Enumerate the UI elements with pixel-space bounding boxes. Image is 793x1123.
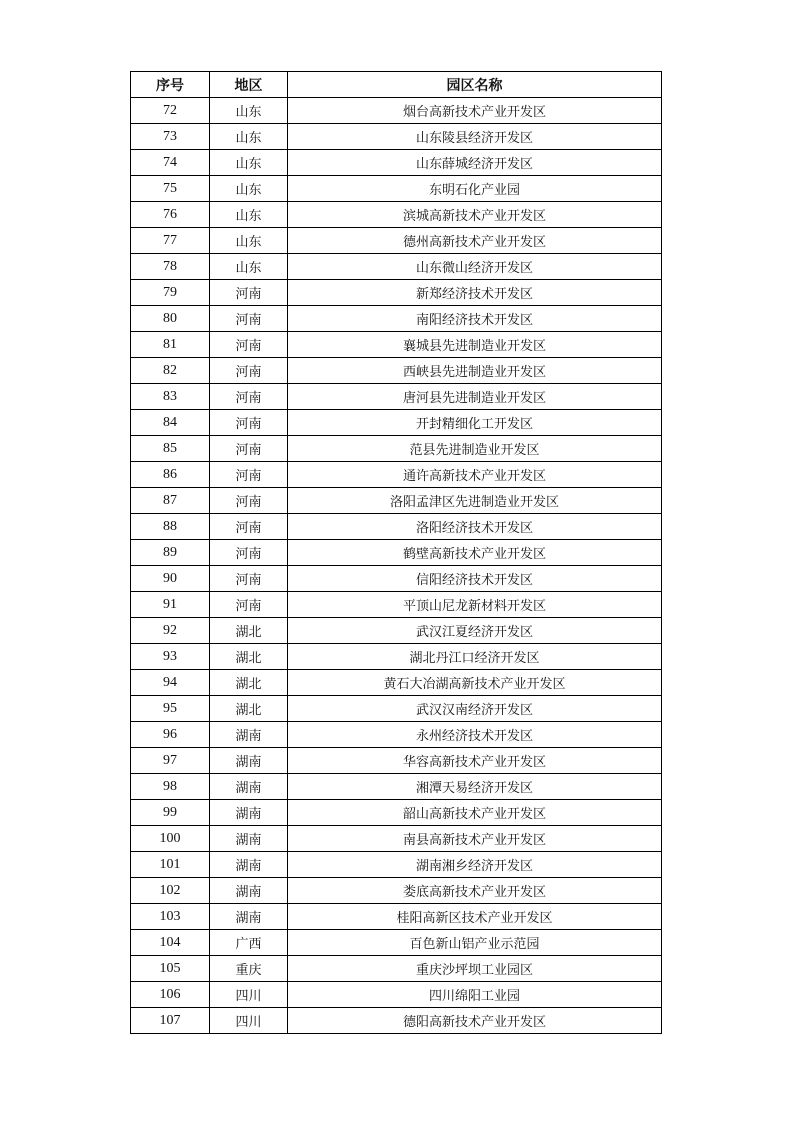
table-body xyxy=(131,98,662,1034)
cell-park-name: 东明石化产业园 xyxy=(288,176,662,202)
cell-region: 河南 xyxy=(210,566,288,592)
cell-park-name: 华容高新技术产业开发区 xyxy=(288,748,662,774)
cell-region: 河南 xyxy=(210,592,288,618)
table-row xyxy=(131,98,662,124)
cell-seq: 103 xyxy=(131,904,210,930)
cell-region: 河南 xyxy=(210,410,288,436)
cell-region: 广西 xyxy=(210,930,288,956)
cell-region: 山东 xyxy=(210,254,288,280)
cell-park-name: 娄底高新技术产业开发区 xyxy=(288,878,662,904)
cell-region: 湖北 xyxy=(210,644,288,670)
cell-park-name: 黄石大冶湖高新技术产业开发区 xyxy=(288,670,662,696)
cell-region: 湖南 xyxy=(210,774,288,800)
cell-region: 山东 xyxy=(210,202,288,228)
cell-seq: 104 xyxy=(131,930,210,956)
cell-park-name: 德阳高新技术产业开发区 xyxy=(288,1008,662,1034)
cell-park-name: 平顶山尼龙新材料开发区 xyxy=(288,592,662,618)
cell-seq: 75 xyxy=(131,176,210,202)
cell-seq: 85 xyxy=(131,436,210,462)
table-row xyxy=(131,566,662,592)
cell-seq: 74 xyxy=(131,150,210,176)
cell-park-name: 西峡县先进制造业开发区 xyxy=(288,358,662,384)
table-row xyxy=(131,930,662,956)
cell-park-name: 百色新山铝产业示范园 xyxy=(288,930,662,956)
table-row xyxy=(131,1008,662,1034)
cell-park-name: 湘潭天易经济开发区 xyxy=(288,774,662,800)
table-row xyxy=(131,852,662,878)
cell-park-name: 信阳经济技术开发区 xyxy=(288,566,662,592)
cell-region: 湖南 xyxy=(210,800,288,826)
table-row xyxy=(131,618,662,644)
cell-seq: 91 xyxy=(131,592,210,618)
cell-region: 湖南 xyxy=(210,852,288,878)
cell-seq: 106 xyxy=(131,982,210,1008)
cell-park-name: 洛阳孟津区先进制造业开发区 xyxy=(288,488,662,514)
table-row xyxy=(131,488,662,514)
cell-seq: 96 xyxy=(131,722,210,748)
cell-seq: 102 xyxy=(131,878,210,904)
table-row xyxy=(131,826,662,852)
cell-region: 山东 xyxy=(210,176,288,202)
cell-region: 湖南 xyxy=(210,904,288,930)
cell-park-name: 重庆沙坪坝工业园区 xyxy=(288,956,662,982)
cell-park-name: 山东微山经济开发区 xyxy=(288,254,662,280)
cell-seq: 82 xyxy=(131,358,210,384)
table-row xyxy=(131,358,662,384)
cell-region: 河南 xyxy=(210,306,288,332)
table-row xyxy=(131,202,662,228)
cell-seq: 98 xyxy=(131,774,210,800)
table-row xyxy=(131,722,662,748)
cell-seq: 81 xyxy=(131,332,210,358)
cell-region: 河南 xyxy=(210,384,288,410)
cell-park-name: 唐河县先进制造业开发区 xyxy=(288,384,662,410)
cell-seq: 86 xyxy=(131,462,210,488)
cell-region: 河南 xyxy=(210,436,288,462)
table-row xyxy=(131,800,662,826)
table-row xyxy=(131,592,662,618)
cell-region: 河南 xyxy=(210,488,288,514)
table-row xyxy=(131,436,662,462)
cell-region: 山东 xyxy=(210,150,288,176)
table-row xyxy=(131,150,662,176)
table-row xyxy=(131,696,662,722)
table-row xyxy=(131,280,662,306)
cell-region: 湖北 xyxy=(210,696,288,722)
table-row xyxy=(131,956,662,982)
cell-seq: 105 xyxy=(131,956,210,982)
table-row xyxy=(131,384,662,410)
header-park-name: 园区名称 xyxy=(288,72,662,98)
cell-region: 湖南 xyxy=(210,722,288,748)
cell-seq: 97 xyxy=(131,748,210,774)
table-header-row xyxy=(131,72,662,98)
cell-region: 山东 xyxy=(210,124,288,150)
cell-seq: 78 xyxy=(131,254,210,280)
cell-park-name: 通许高新技术产业开发区 xyxy=(288,462,662,488)
header-region: 地区 xyxy=(210,72,288,98)
cell-park-name: 永州经济技术开发区 xyxy=(288,722,662,748)
cell-seq: 76 xyxy=(131,202,210,228)
cell-seq: 80 xyxy=(131,306,210,332)
cell-seq: 88 xyxy=(131,514,210,540)
cell-park-name: 南阳经济技术开发区 xyxy=(288,306,662,332)
table-row xyxy=(131,878,662,904)
cell-park-name: 南县高新技术产业开发区 xyxy=(288,826,662,852)
cell-park-name: 武汉汉南经济开发区 xyxy=(288,696,662,722)
cell-seq: 73 xyxy=(131,124,210,150)
cell-seq: 99 xyxy=(131,800,210,826)
table-row xyxy=(131,514,662,540)
table-row xyxy=(131,228,662,254)
cell-park-name: 滨城高新技术产业开发区 xyxy=(288,202,662,228)
cell-region: 重庆 xyxy=(210,956,288,982)
cell-region: 河南 xyxy=(210,462,288,488)
table-row xyxy=(131,332,662,358)
cell-park-name: 烟台高新技术产业开发区 xyxy=(288,98,662,124)
cell-region: 四川 xyxy=(210,1008,288,1034)
cell-park-name: 武汉江夏经济开发区 xyxy=(288,618,662,644)
cell-park-name: 洛阳经济技术开发区 xyxy=(288,514,662,540)
cell-seq: 92 xyxy=(131,618,210,644)
cell-park-name: 湖北丹江口经济开发区 xyxy=(288,644,662,670)
cell-region: 河南 xyxy=(210,280,288,306)
table-row xyxy=(131,670,662,696)
cell-region: 河南 xyxy=(210,540,288,566)
cell-seq: 90 xyxy=(131,566,210,592)
table-row xyxy=(131,176,662,202)
cell-region: 湖南 xyxy=(210,826,288,852)
cell-seq: 100 xyxy=(131,826,210,852)
cell-park-name: 桂阳高新区技术产业开发区 xyxy=(288,904,662,930)
cell-park-name: 新郑经济技术开发区 xyxy=(288,280,662,306)
cell-region: 河南 xyxy=(210,514,288,540)
cell-seq: 95 xyxy=(131,696,210,722)
cell-seq: 72 xyxy=(131,98,210,124)
table-row xyxy=(131,982,662,1008)
cell-park-name: 范县先进制造业开发区 xyxy=(288,436,662,462)
cell-seq: 101 xyxy=(131,852,210,878)
table-row xyxy=(131,254,662,280)
cell-region: 湖北 xyxy=(210,618,288,644)
cell-seq: 83 xyxy=(131,384,210,410)
table-row xyxy=(131,306,662,332)
cell-park-name: 开封精细化工开发区 xyxy=(288,410,662,436)
cell-region: 湖南 xyxy=(210,748,288,774)
cell-region: 山东 xyxy=(210,228,288,254)
cell-park-name: 山东陵县经济开发区 xyxy=(288,124,662,150)
cell-seq: 94 xyxy=(131,670,210,696)
cell-seq: 107 xyxy=(131,1008,210,1034)
cell-park-name: 德州高新技术产业开发区 xyxy=(288,228,662,254)
cell-park-name: 襄城县先进制造业开发区 xyxy=(288,332,662,358)
table-row xyxy=(131,124,662,150)
cell-seq: 79 xyxy=(131,280,210,306)
table-row xyxy=(131,904,662,930)
cell-park-name: 湖南湘乡经济开发区 xyxy=(288,852,662,878)
cell-seq: 93 xyxy=(131,644,210,670)
cell-region: 河南 xyxy=(210,358,288,384)
cell-region: 河南 xyxy=(210,332,288,358)
cell-park-name: 四川绵阳工业园 xyxy=(288,982,662,1008)
cell-region: 山东 xyxy=(210,98,288,124)
cell-region: 四川 xyxy=(210,982,288,1008)
cell-park-name: 韶山高新技术产业开发区 xyxy=(288,800,662,826)
cell-seq: 89 xyxy=(131,540,210,566)
table-row xyxy=(131,748,662,774)
table-row xyxy=(131,540,662,566)
cell-region: 湖北 xyxy=(210,670,288,696)
cell-region: 湖南 xyxy=(210,878,288,904)
cell-seq: 84 xyxy=(131,410,210,436)
cell-park-name: 山东薛城经济开发区 xyxy=(288,150,662,176)
table-row xyxy=(131,644,662,670)
table-row xyxy=(131,774,662,800)
cell-seq: 87 xyxy=(131,488,210,514)
header-seq: 序号 xyxy=(131,72,210,98)
park-list-table xyxy=(130,71,662,1034)
table-row xyxy=(131,462,662,488)
cell-park-name: 鹤壁高新技术产业开发区 xyxy=(288,540,662,566)
table-row xyxy=(131,410,662,436)
cell-seq: 77 xyxy=(131,228,210,254)
